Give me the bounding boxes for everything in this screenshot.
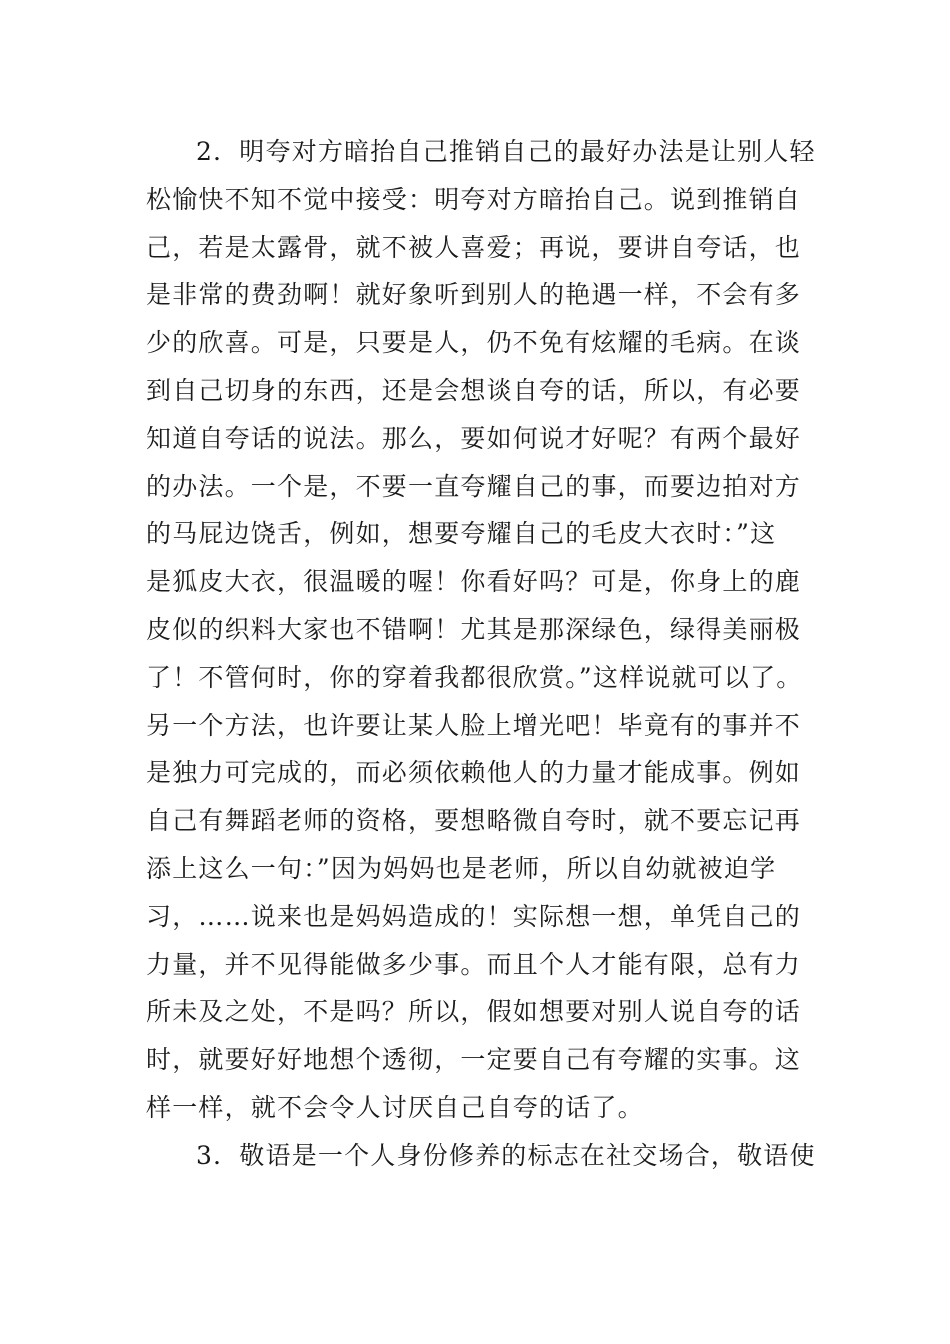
paragraph-2-line: 皮似的织料大家也不错啊！尤其是那深绿色，绿得美丽极 xyxy=(146,614,802,644)
paragraph-2-line: 松愉快不知不觉中接受：明夸对方暗抬自己。说到推销自 xyxy=(146,184,802,214)
paragraph-2-line: 到自己切身的东西，还是会想谈自夸的话，所以，有必要 xyxy=(146,375,802,405)
paragraph-2-line: 己，若是太露骨，就不被人喜爱；再说，要讲自夸话，也 xyxy=(146,232,802,262)
paragraph-2-line: 是狐皮大衣，很温暖的喔！你看好吗？可是，你身上的鹿 xyxy=(146,567,802,597)
paragraph-2-line: 另一个方法，也许要让某人脸上增光吧！毕竟有的事并不 xyxy=(146,710,802,740)
paragraph-2-line: 自己有舞蹈老师的资格，要想略微自夸时，就不要忘记再 xyxy=(146,806,802,836)
paragraph-2-line: 所未及之处，不是吗？所以，假如想要对别人说自夸的话 xyxy=(146,997,802,1027)
paragraph-2-line: 力量，并不见得能做多少事。而且个人才能有限，总有力 xyxy=(146,949,802,979)
paragraph-2-line: 是独力可完成的，而必须依赖他人的力量才能成事。例如 xyxy=(146,758,802,788)
paragraph-2-line: 知道自夸话的说法。那么，要如何说才好呢？有两个最好 xyxy=(146,423,802,453)
paragraph-2-line: 是非常的费劲啊！就好象听到别人的艳遇一样，不会有多 xyxy=(146,280,802,310)
paragraph-2-line: 了！不管何时，你的穿着我都很欣赏。”这样说就可以了。 xyxy=(146,662,803,692)
paragraph-2-line: 习，……说来也是妈妈造成的！实际想一想，单凭自己的 xyxy=(146,901,802,931)
paragraph-2-line: 添上这么一句：”因为妈妈也是老师，所以自幼就被迫学 xyxy=(146,853,777,883)
document-body xyxy=(146,128,836,1180)
paragraph-2-line: 的办法。一个是，不要一直夸耀自己的事，而要边拍对方 xyxy=(146,471,802,501)
paragraph-2-line: 的马屁边饶舌，例如，想要夸耀自己的毛皮大衣时：”这 xyxy=(146,519,777,549)
paragraph-3-line: 3．敬语是一个人身份修养的标志在社交场合，敬语使 xyxy=(196,1140,816,1170)
paragraph-2-line: 2．明夸对方暗抬自己推销自己的最好办法是让别人轻 xyxy=(196,137,816,166)
paragraph-2-line: 样一样，就不会令人讨厌自己自夸的话了。 xyxy=(146,1092,644,1122)
paragraph-2-line: 少的欣喜。可是，只要是人，仍不免有炫耀的毛病。在谈 xyxy=(146,328,802,358)
paragraph-2-line: 时，就要好好地想个透彻，一定要自己有夸耀的实事。这 xyxy=(146,1045,802,1075)
